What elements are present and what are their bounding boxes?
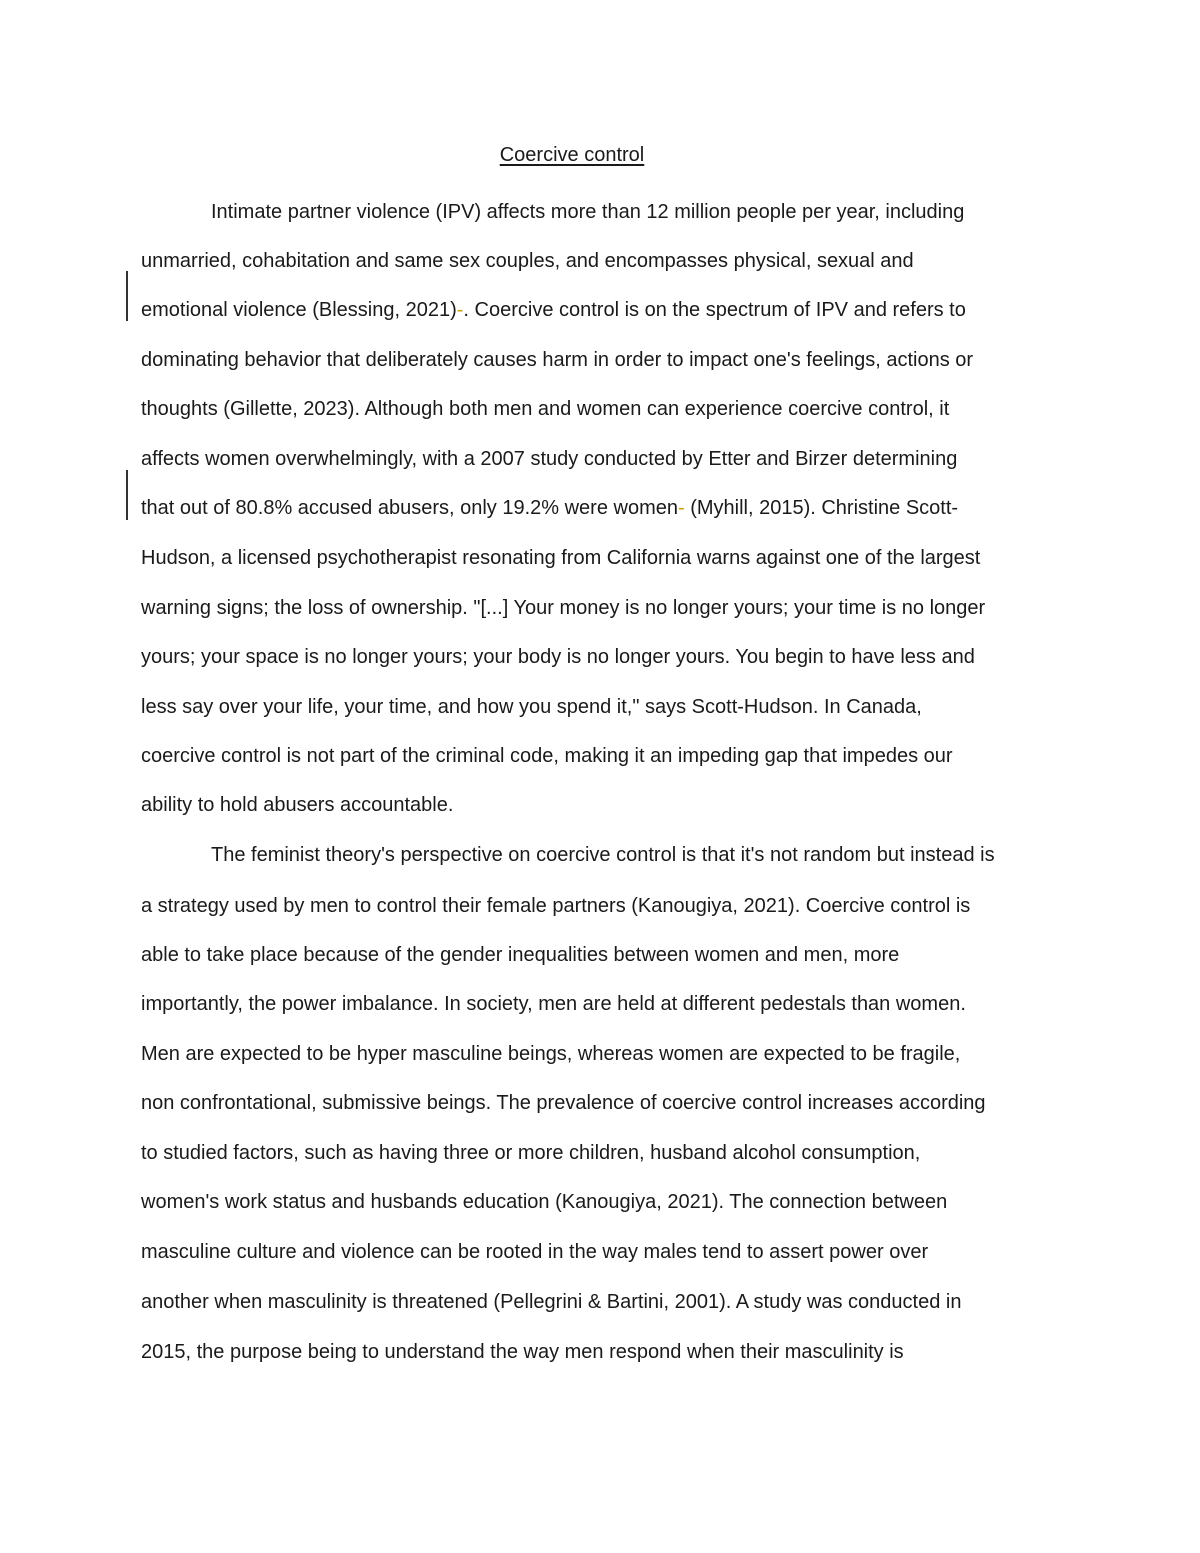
paragraph2-line: to studied factors, such as having three or more children, husband alcohol consumption, [141, 1142, 921, 1164]
paragraph1-line: affects women overwhelmingly, with a 2007 study conducted by Etter and Birzer determining [141, 448, 958, 470]
paragraph2-line: another when masculinity is threatened (Pellegrini & Bartini, 2001). A study was conducted in [141, 1291, 962, 1313]
paragraph2-line: importantly, the power imbalance. In society, men are held at different pedestals than women. [141, 993, 966, 1015]
paragraph1-line: Hudson, a licensed psychotherapist resonating from California warns against one of the largest [141, 547, 981, 569]
change-bar [126, 470, 128, 520]
text-run: emotional violence (Blessing, 2021) [141, 299, 457, 321]
paragraph1-line: ability to hold abusers accountable. [141, 794, 454, 816]
paragraph1-line: dominating behavior that deliberately causes harm in order to impact one's feelings, actions or [141, 349, 974, 371]
text-run: that out of 80.8% accused abusers, only 19.2% were women [141, 497, 678, 519]
paragraph1-line: yours; your space is no longer yours; your body is no longer yours. You begin to have less and [141, 646, 975, 668]
paragraph2-line: Men are expected to be hyper masculine beings, whereas women are expected to be fragile, [141, 1043, 961, 1065]
document-title: Coercive control [499, 144, 645, 166]
paragraph1-line [141, 296, 966, 324]
paragraph2-line: able to take place because of the gender inequalities between women and men, more [141, 944, 900, 966]
paragraph2-line: 2015, the purpose being to understand the way men respond when their masculinity is [141, 1341, 904, 1363]
revision-mark: - [456, 299, 464, 321]
paragraph1-line: Intimate partner violence (IPV) affects more than 12 million people per year, including [211, 201, 965, 223]
revision-mark: - [677, 497, 685, 519]
paragraph1-line: unmarried, cohabitation and same sex couples, and encompasses physical, sexual and [141, 250, 914, 272]
paragraph2-line: a strategy used by men to control their female partners (Kanougiya, 2021). Coercive control is [141, 895, 971, 917]
paragraph2-line: The feminist theory's perspective on coercive control is that it's not random but instead is [211, 844, 995, 866]
paragraph2-line: non confrontational, submissive beings. The prevalence of coercive control increases according [141, 1092, 986, 1114]
text-run: (Myhill, 2015). Christine Scott- [684, 497, 959, 519]
paragraph1-line: thoughts (Gillette, 2023). Although both men and women can experience coercive control, it [141, 398, 950, 420]
text-run: . Coercive control is on the spectrum of IPV and refers to [463, 299, 966, 321]
paragraph1-line: less say over your life, your time, and how you spend it," says Scott-Hudson. In Canada, [141, 696, 922, 718]
paragraph2-line: masculine culture and violence can be rooted in the way males tend to assert power over [141, 1241, 929, 1263]
paragraph2-line: women's work status and husbands education (Kanougiya, 2021). The connection between [141, 1191, 948, 1213]
paragraph1-line: coercive control is not part of the criminal code, making it an impeding gap that impedes our [141, 745, 953, 767]
change-bar [126, 271, 128, 321]
paragraph1-line: warning signs; the loss of ownership. "[...] Your money is no longer yours; your time is no longer [141, 597, 986, 619]
paragraph1-line [141, 494, 958, 522]
